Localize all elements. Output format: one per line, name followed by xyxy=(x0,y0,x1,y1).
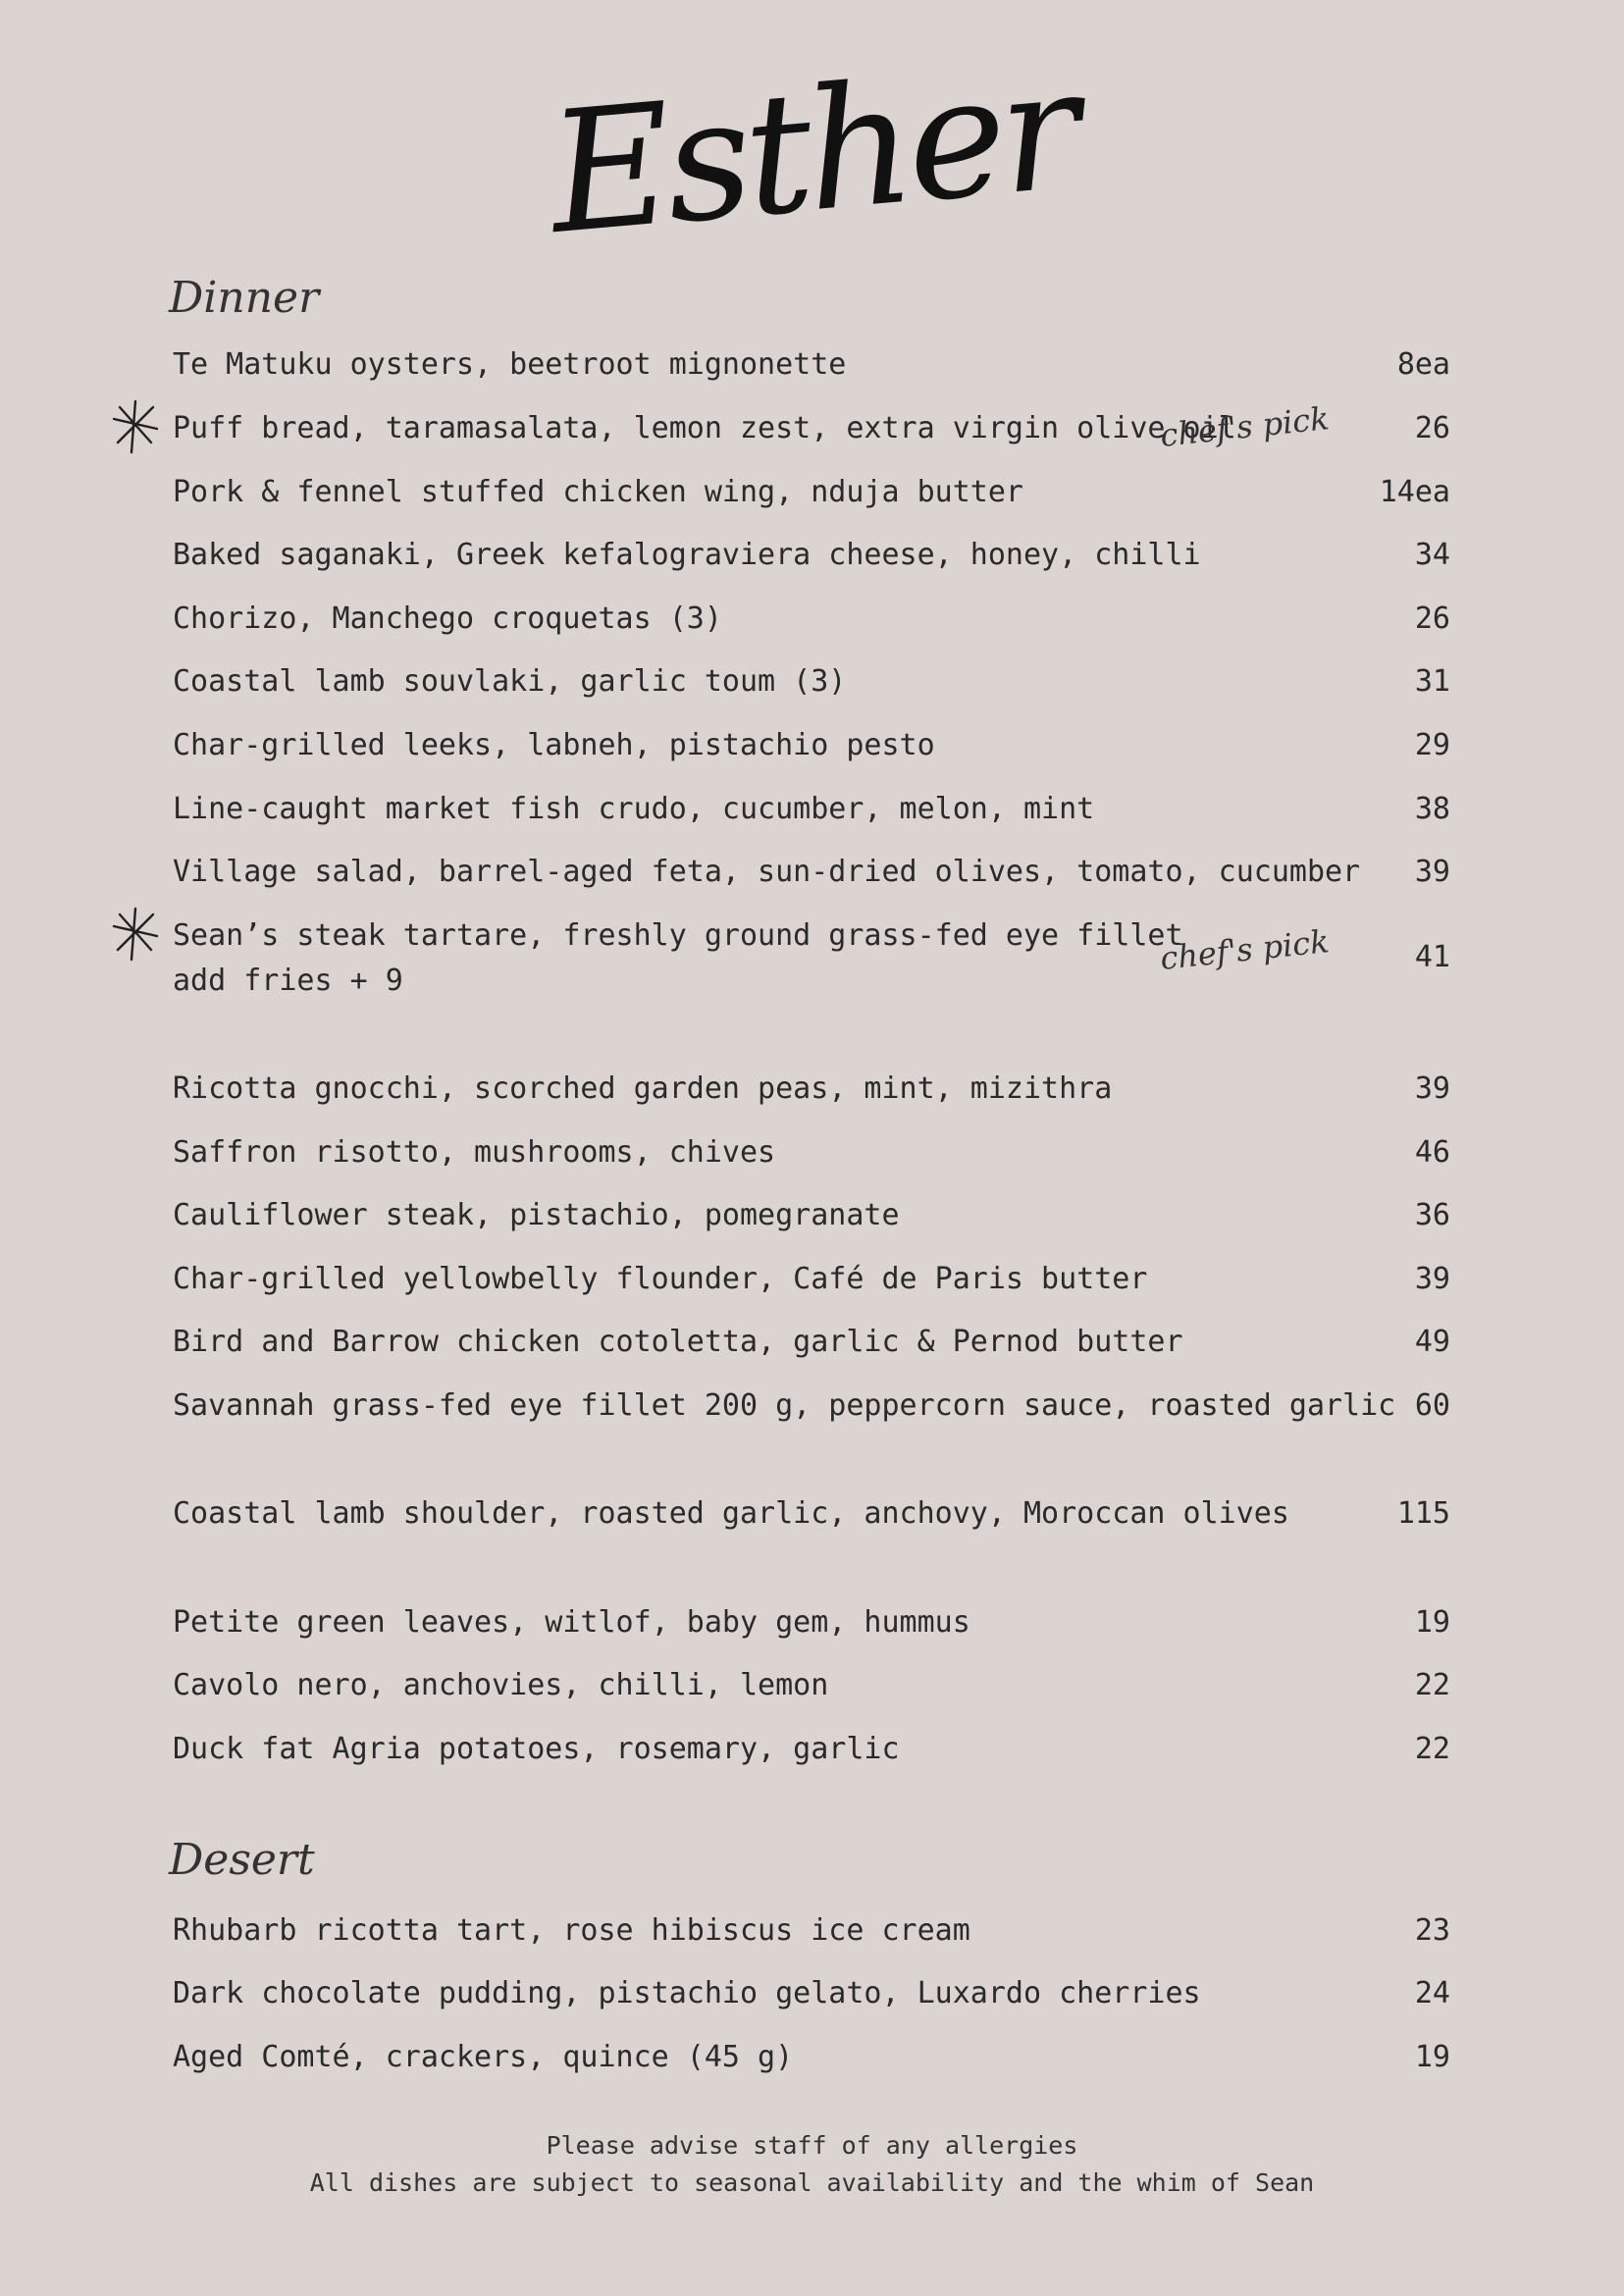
menu-item xyxy=(173,471,1450,514)
item-price: 34 xyxy=(1414,538,1450,572)
availability-notice: All dishes are subject to seasonal availability and the whim of Sean xyxy=(309,2168,1315,2197)
item-name: Char-grilled yellowbelly flounder, Café de Paris butter xyxy=(173,1262,1148,1296)
item-name: Saffron risotto, mushrooms, chives xyxy=(173,1135,776,1170)
menu-item xyxy=(173,1131,1450,1174)
item-price: 60 xyxy=(1414,1388,1450,1423)
item-price: 31 xyxy=(1414,664,1450,699)
star-icon xyxy=(106,395,163,456)
item-name: Baked saganaki, Greek kefalograviera cheese, honey, chilli xyxy=(173,538,1201,572)
item-price: 26 xyxy=(1414,601,1450,636)
menu-item xyxy=(173,1194,1450,1237)
item-name: Chorizo, Manchego croquetas (3) xyxy=(173,601,722,636)
item-name: Rhubarb ricotta tart, rose hibiscus ice cream xyxy=(173,1913,970,1948)
menu-item xyxy=(173,1664,1450,1707)
menu-item xyxy=(173,1909,1450,1953)
item-name: Village salad, barrel-aged feta, sun-dried olives, tomato, cucumber xyxy=(173,855,1361,889)
allergy-notice: Please advise staff of any allergies xyxy=(546,2131,1078,2160)
section-title-dessert: Desert xyxy=(169,1835,315,1885)
item-price: 29 xyxy=(1414,728,1450,762)
item-price: 38 xyxy=(1414,792,1450,826)
menu-item xyxy=(173,2036,1450,2079)
item-name: Te Matuku oysters, beetroot mignonette xyxy=(173,347,847,382)
item-name: Coastal lamb souvlaki, garlic toum (3) xyxy=(173,664,847,699)
item-price: 46 xyxy=(1414,1135,1450,1170)
item-price: 24 xyxy=(1414,1976,1450,2010)
item-name: Char-grilled leeks, labneh, pistachio pesto xyxy=(173,728,935,762)
item-price: 39 xyxy=(1414,1262,1450,1296)
item-price: 19 xyxy=(1414,1605,1450,1640)
item-addon: add fries + 9 xyxy=(173,964,403,998)
item-name: Bird and Barrow chicken cotoletta, garlic & Pernod butter xyxy=(173,1325,1183,1359)
menu-item xyxy=(173,1601,1450,1644)
menu-item xyxy=(173,1258,1450,1301)
item-name: Puff bread, taramasalata, lemon zest, extra virgin olive oil xyxy=(173,411,1236,445)
star-icon xyxy=(106,903,163,964)
menu-item xyxy=(173,1384,1450,1428)
menu-item xyxy=(173,914,1450,1003)
menu-item xyxy=(173,788,1450,831)
item-price: 39 xyxy=(1414,855,1450,889)
item-name: Coastal lamb shoulder, roasted garlic, anchovy, Moroccan olives xyxy=(173,1496,1289,1531)
menu-item xyxy=(173,1068,1450,1111)
item-name: Petite green leaves, witlof, baby gem, hummus xyxy=(173,1605,970,1640)
item-name: Dark chocolate pudding, pistachio gelato, Luxardo cherries xyxy=(173,1976,1201,2010)
menu-item xyxy=(173,1321,1450,1364)
item-name: Aged Comté, crackers, quince (45 g) xyxy=(173,2040,794,2074)
item-name: Cavolo nero, anchovies, chilli, lemon xyxy=(173,1668,829,1702)
item-name: Duck fat Agria potatoes, rosemary, garlic xyxy=(173,1732,900,1766)
item-name: Savannah grass-fed eye fillet 200 g, peppercorn sauce, roasted garlic xyxy=(173,1388,1396,1423)
menu-item xyxy=(173,343,1450,387)
item-price: 22 xyxy=(1414,1732,1450,1766)
menu-item xyxy=(173,660,1450,704)
item-price: 8ea xyxy=(1396,347,1450,382)
restaurant-logo: Esther xyxy=(542,32,1082,272)
menu-item xyxy=(173,724,1450,767)
menu-item xyxy=(173,598,1450,641)
chefs-pick-label: chef's pick xyxy=(1158,399,1332,454)
item-name: Pork & fennel stuffed chicken wing, nduja butter xyxy=(173,475,1023,509)
item-price: 39 xyxy=(1414,1071,1450,1106)
item-price: 14ea xyxy=(1379,475,1450,509)
item-price: 49 xyxy=(1414,1325,1450,1359)
menu-item xyxy=(173,534,1450,577)
menu-item xyxy=(173,399,1450,454)
chefs-pick-label: chef's pick xyxy=(1158,922,1332,977)
item-price: 19 xyxy=(1414,2040,1450,2074)
item-name: Ricotta gnocchi, scorched garden peas, mint, mizithra xyxy=(173,1071,1113,1106)
menu-item xyxy=(173,1728,1450,1771)
section-title-dinner: Dinner xyxy=(169,273,320,323)
menu-item xyxy=(173,1492,1450,1536)
item-price: 115 xyxy=(1396,1496,1450,1531)
item-name: Line-caught market fish crudo, cucumber, melon, mint xyxy=(173,792,1095,826)
item-price: 41 xyxy=(1414,940,1450,974)
item-price: 22 xyxy=(1414,1668,1450,1702)
menu-item xyxy=(173,1972,1450,2015)
item-name: Cauliflower steak, pistachio, pomegranate xyxy=(173,1198,900,1232)
item-name: Sean’s steak tartare, freshly ground grass-fed eye fillet xyxy=(173,918,1183,953)
item-price: 23 xyxy=(1414,1913,1450,1948)
menu-item xyxy=(173,851,1450,894)
item-price: 36 xyxy=(1414,1198,1450,1232)
item-price: 26 xyxy=(1414,411,1450,445)
